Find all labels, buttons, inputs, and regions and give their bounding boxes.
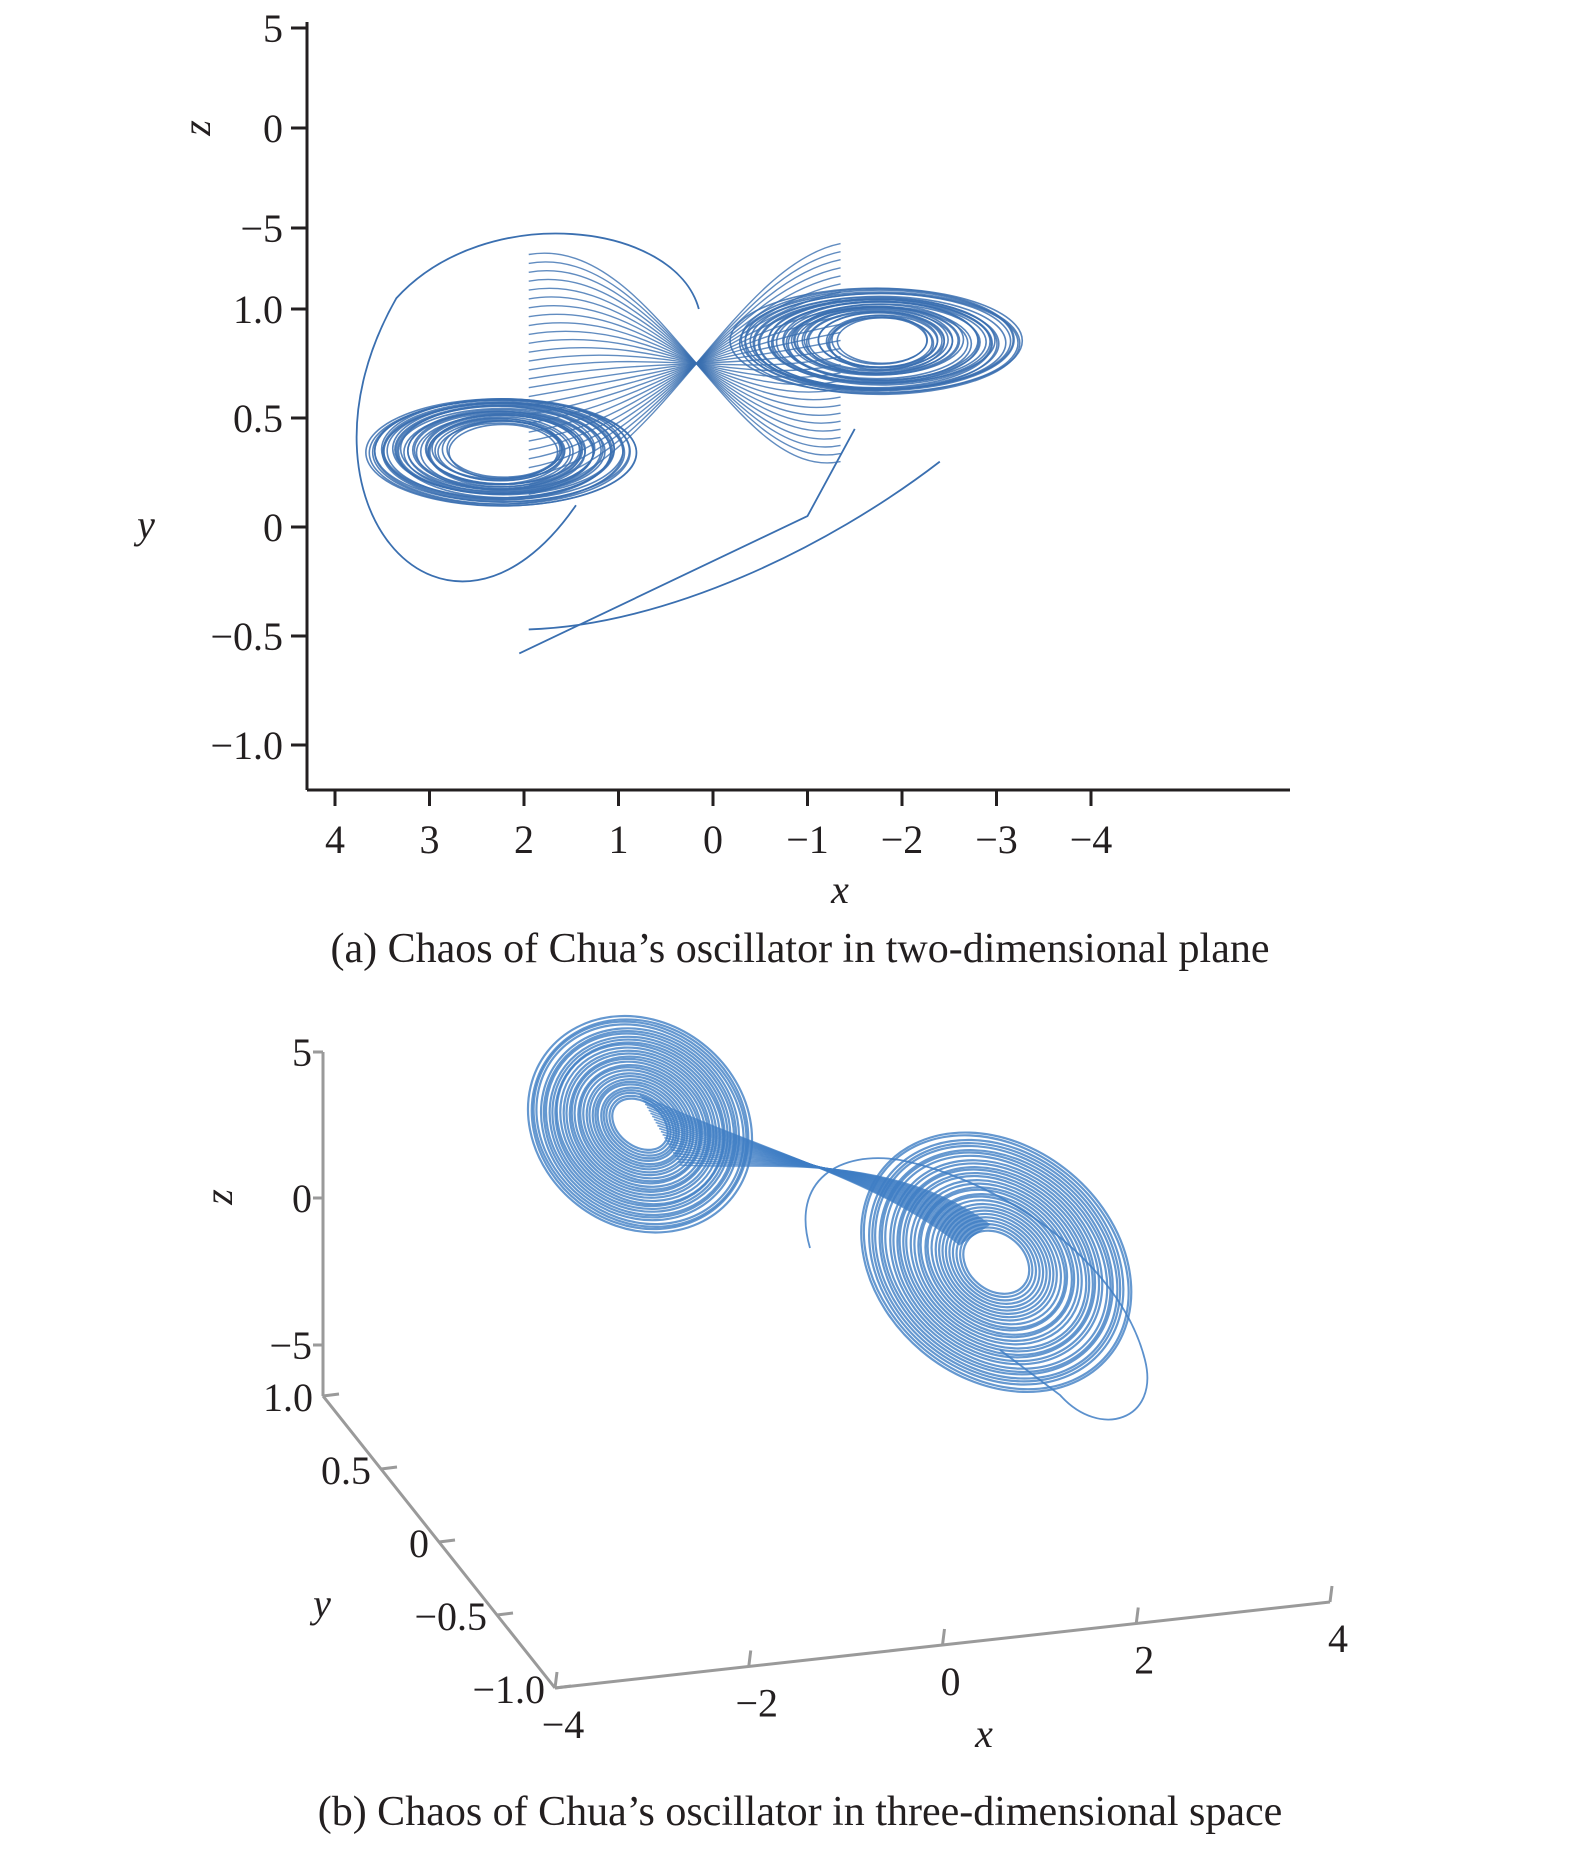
panel-a-y-tick-label: 0 <box>263 505 283 550</box>
panel-a-x-tick-label: 1 <box>608 817 629 862</box>
panel-a-y-tick-label: −1.0 <box>210 723 283 768</box>
panel-b-attractor-trajectory <box>484 971 1183 1445</box>
panel-b-lobe-a-orbit <box>484 971 795 1277</box>
panel-a-y-tick-label: 1.0 <box>233 287 283 332</box>
panel-b-x-tick-mark <box>1330 1586 1332 1602</box>
panel-b-y-tick-label: 0 <box>409 1521 429 1566</box>
panel-b-lobe-b-orbit <box>835 1104 1158 1421</box>
panel-b-x-tick-mark <box>943 1629 945 1645</box>
panel-a-z-ticks <box>240 6 307 251</box>
panel-a-x-tick-label: 3 <box>419 817 440 862</box>
panel-b-x-tick-mark <box>1136 1608 1138 1624</box>
panel-a-z-axis-title: z <box>174 120 219 136</box>
panel-b-x-tick-label: 2 <box>1134 1637 1155 1683</box>
panel-b-y-tick-mark <box>497 1613 513 1615</box>
panel-b-z-tick-label: 0 <box>292 1176 312 1221</box>
panel-b-3d-plot <box>196 971 1348 1835</box>
panel-a-2d-plot <box>133 6 1290 972</box>
panel-b-lobe-b-orbit <box>820 1089 1173 1435</box>
panel-b-x-axis-title: x <box>975 1711 993 1756</box>
panel-a-y-axis-title: y <box>137 502 155 547</box>
panel-b-lobe-a-orbit <box>510 996 771 1252</box>
panel-b-lobe-b-orbit <box>809 1079 1183 1446</box>
panel-b-y-tick-label: −0.5 <box>414 1594 487 1639</box>
panel-b-y-tick-mark <box>439 1540 455 1542</box>
panel-b-lobe-a-orbit <box>496 983 783 1265</box>
panel-b-lobe-b-orbit <box>854 1123 1139 1402</box>
panel-b-caption: (b) Chaos of Chua’s oscillator in three-dimensional space <box>317 1789 1283 1835</box>
panel-b-lobe-b-orbit <box>843 1112 1150 1413</box>
panel-b-x-tick-mark <box>555 1672 557 1688</box>
panel-b-y-tick-mark <box>381 1467 397 1469</box>
panel-a-y-tick-label: 0.5 <box>233 396 283 441</box>
panel-b-lobe-a-orbit <box>518 1005 761 1244</box>
panel-a-x-tick-label: −1 <box>786 817 829 862</box>
panel-a-y-tick-label: −0.5 <box>210 614 283 659</box>
panel-a-x-ticks <box>325 790 1112 862</box>
panel-b-z-axis-title: z <box>196 1189 241 1205</box>
panel-a-z-tick-label: 0 <box>263 106 283 151</box>
panel-a-x-tick-label: 2 <box>514 817 534 862</box>
panel-a-y-ticks <box>210 287 307 768</box>
panel-a-x-tick-label: 0 <box>703 817 723 862</box>
panel-a-x-axis-title: x <box>831 867 849 912</box>
panel-b-x-tick-label: −2 <box>735 1680 779 1726</box>
panel-a-attractor-trajectory <box>357 234 1023 654</box>
panel-b-x-tick-label: 4 <box>1328 1616 1348 1661</box>
panel-b-y-tick-label: 0.5 <box>321 1448 371 1493</box>
panel-b-x-tick-label: −4 <box>541 1702 585 1747</box>
panel-a-x-tick-label: 4 <box>325 817 345 862</box>
panel-b-lobe-b-orbit <box>824 1094 1168 1431</box>
panel-b-z-ticks <box>269 1030 323 1368</box>
panel-b-y-axis-title: y <box>313 1581 331 1626</box>
panel-b-y-tick-label: −1.0 <box>472 1667 545 1712</box>
panel-b-y-ticks <box>263 1375 571 1712</box>
panel-b-z-tick-label: −5 <box>269 1323 312 1368</box>
panel-b-y-tick-mark <box>323 1394 339 1396</box>
panel-b-y-tick-label: 1.0 <box>263 1375 313 1420</box>
panel-b-y-tick-mark <box>555 1686 571 1688</box>
panel-b-z-tick-label: 5 <box>292 1030 312 1075</box>
panel-b-x-tick-label: 0 <box>940 1659 961 1704</box>
panel-a-z-tick-label: −5 <box>240 206 283 251</box>
panel-a-x-tick-label: −4 <box>1069 817 1113 862</box>
panel-a-x-tick-label: −2 <box>880 817 924 862</box>
panel-b-x-tick-mark <box>749 1651 751 1667</box>
panel-b-x-ticks <box>542 1586 1348 1747</box>
panel-a-caption: (a) Chaos of Chua’s oscillator in two-dimensional plane <box>330 926 1270 972</box>
panel-a-x-tick-label: −3 <box>975 817 1018 862</box>
panel-a-z-tick-label: 5 <box>263 6 283 51</box>
